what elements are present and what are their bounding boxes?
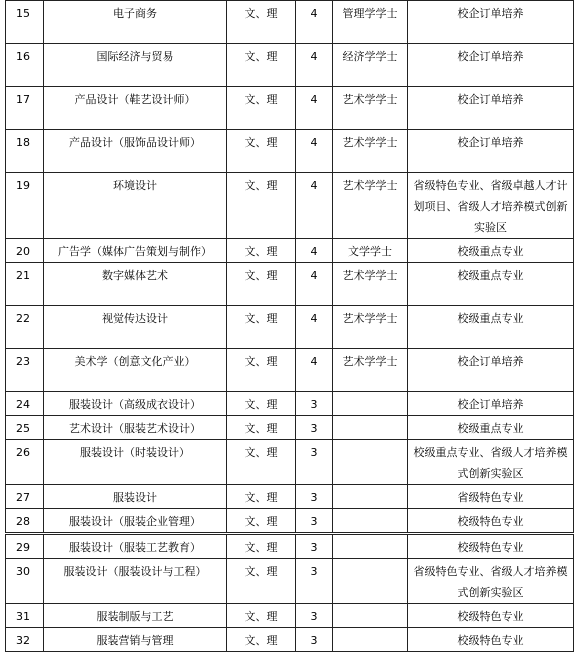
- subject-type-cell: 文、理: [227, 559, 296, 604]
- major-name-cell: 视觉传达设计: [44, 306, 227, 349]
- duration-years-cell: 4: [296, 239, 333, 263]
- row-number-cell: 16: [6, 44, 44, 87]
- major-name-cell: 环境设计: [44, 173, 227, 239]
- row-number-cell: 18: [6, 130, 44, 173]
- major-name-cell: 服装设计（服装工艺教育）: [44, 534, 227, 559]
- table-row: [6, 130, 574, 173]
- subject-type-cell: 文、理: [227, 130, 296, 173]
- row-number-cell: 30: [6, 559, 44, 604]
- degree-cell: [333, 416, 408, 440]
- degree-cell: [333, 509, 408, 534]
- degree-cell: [333, 440, 408, 485]
- row-number-cell: 19: [6, 173, 44, 239]
- duration-years-cell: 3: [296, 559, 333, 604]
- duration-years-cell: 3: [296, 534, 333, 559]
- subject-type-cell: 文、理: [227, 485, 296, 509]
- row-number-cell: 25: [6, 416, 44, 440]
- note-cell: 校企订单培养: [408, 44, 574, 87]
- duration-years-cell: 4: [296, 44, 333, 87]
- table-row: [6, 44, 574, 87]
- duration-years-cell: 4: [296, 349, 333, 392]
- table-row: [6, 628, 574, 652]
- major-name-cell: 服装设计（服装企业管理）: [44, 509, 227, 534]
- majors-table-body: [6, 1, 574, 652]
- note-cell: 校企订单培养: [408, 87, 574, 130]
- subject-type-cell: 文、理: [227, 173, 296, 239]
- duration-years-cell: 4: [296, 87, 333, 130]
- row-number-cell: 31: [6, 604, 44, 628]
- degree-cell: 艺术学学士: [333, 87, 408, 130]
- degree-cell: 艺术学学士: [333, 130, 408, 173]
- subject-type-cell: 文、理: [227, 628, 296, 652]
- table-row: [6, 263, 574, 306]
- duration-years-cell: 3: [296, 628, 333, 652]
- duration-years-cell: 3: [296, 604, 333, 628]
- table-row: [6, 534, 574, 559]
- subject-type-cell: 文、理: [227, 263, 296, 306]
- major-name-cell: 广告学（媒体广告策划与制作）: [44, 239, 227, 263]
- table-row: [6, 1, 574, 44]
- major-name-cell: 服装设计: [44, 485, 227, 509]
- duration-years-cell: 3: [296, 440, 333, 485]
- table-row: [6, 509, 574, 534]
- degree-cell: [333, 559, 408, 604]
- note-cell: 校企订单培养: [408, 130, 574, 173]
- note-cell: 校企订单培养: [408, 349, 574, 392]
- subject-type-cell: 文、理: [227, 534, 296, 559]
- note-cell: 校级重点专业: [408, 306, 574, 349]
- note-cell: 省级特色专业、省级卓越人才计划项目、省级人才培养模式创新实验区: [408, 173, 574, 239]
- subject-type-cell: 文、理: [227, 392, 296, 416]
- degree-cell: 艺术学学士: [333, 306, 408, 349]
- table-row: [6, 559, 574, 604]
- major-name-cell: 服装设计（服装设计与工程）: [44, 559, 227, 604]
- subject-type-cell: 文、理: [227, 239, 296, 263]
- duration-years-cell: 4: [296, 263, 333, 306]
- duration-years-cell: 3: [296, 392, 333, 416]
- duration-years-cell: 3: [296, 509, 333, 534]
- degree-cell: 经济学学士: [333, 44, 408, 87]
- major-name-cell: 服装设计（时装设计）: [44, 440, 227, 485]
- row-number-cell: 27: [6, 485, 44, 509]
- table-row: [6, 604, 574, 628]
- note-cell: 校企订单培养: [408, 392, 574, 416]
- table-row: [6, 306, 574, 349]
- note-cell: 校级特色专业: [408, 509, 574, 534]
- row-number-cell: 29: [6, 534, 44, 559]
- major-name-cell: 服装制版与工艺: [44, 604, 227, 628]
- table-row: [6, 239, 574, 263]
- subject-type-cell: 文、理: [227, 1, 296, 44]
- note-cell: 校级特色专业: [408, 534, 574, 559]
- major-name-cell: 数字媒体艺术: [44, 263, 227, 306]
- note-cell: 省级特色专业: [408, 485, 574, 509]
- table-row: [6, 349, 574, 392]
- row-number-cell: 20: [6, 239, 44, 263]
- duration-years-cell: 4: [296, 130, 333, 173]
- duration-years-cell: 4: [296, 173, 333, 239]
- subject-type-cell: 文、理: [227, 87, 296, 130]
- duration-years-cell: 3: [296, 485, 333, 509]
- note-cell: 校级特色专业: [408, 628, 574, 652]
- degree-cell: [333, 534, 408, 559]
- table-row: [6, 416, 574, 440]
- subject-type-cell: 文、理: [227, 44, 296, 87]
- note-cell: 校企订单培养: [408, 1, 574, 44]
- note-cell: 校级重点专业: [408, 239, 574, 263]
- subject-type-cell: 文、理: [227, 509, 296, 534]
- row-number-cell: 26: [6, 440, 44, 485]
- note-cell: 省级特色专业、省级人才培养模式创新实验区: [408, 559, 574, 604]
- degree-cell: [333, 485, 408, 509]
- major-name-cell: 服装营销与管理: [44, 628, 227, 652]
- subject-type-cell: 文、理: [227, 604, 296, 628]
- row-number-cell: 17: [6, 87, 44, 130]
- subject-type-cell: 文、理: [227, 349, 296, 392]
- table-row: [6, 440, 574, 485]
- row-number-cell: 24: [6, 392, 44, 416]
- duration-years-cell: 3: [296, 416, 333, 440]
- table-row: [6, 173, 574, 239]
- duration-years-cell: 4: [296, 1, 333, 44]
- row-number-cell: 28: [6, 509, 44, 534]
- degree-cell: [333, 392, 408, 416]
- subject-type-cell: 文、理: [227, 306, 296, 349]
- row-number-cell: 15: [6, 1, 44, 44]
- row-number-cell: 21: [6, 263, 44, 306]
- table-row: [6, 87, 574, 130]
- subject-type-cell: 文、理: [227, 440, 296, 485]
- table-row: [6, 392, 574, 416]
- row-number-cell: 23: [6, 349, 44, 392]
- major-name-cell: 产品设计（服饰品设计师）: [44, 130, 227, 173]
- major-name-cell: 国际经济与贸易: [44, 44, 227, 87]
- note-cell: 校级重点专业: [408, 416, 574, 440]
- major-name-cell: 服装设计（高级成衣设计）: [44, 392, 227, 416]
- majors-table: [5, 0, 574, 652]
- major-name-cell: 产品设计（鞋艺设计师）: [44, 87, 227, 130]
- degree-cell: 艺术学学士: [333, 263, 408, 306]
- degree-cell: [333, 604, 408, 628]
- degree-cell: [333, 628, 408, 652]
- major-name-cell: 美术学（创意文化产业）: [44, 349, 227, 392]
- note-cell: 校级特色专业: [408, 604, 574, 628]
- major-name-cell: 艺术设计（服装艺术设计）: [44, 416, 227, 440]
- row-number-cell: 32: [6, 628, 44, 652]
- degree-cell: 管理学学士: [333, 1, 408, 44]
- table-row: [6, 485, 574, 509]
- row-number-cell: 22: [6, 306, 44, 349]
- major-name-cell: 电子商务: [44, 1, 227, 44]
- degree-cell: 文学学士: [333, 239, 408, 263]
- subject-type-cell: 文、理: [227, 416, 296, 440]
- note-cell: 校级重点专业、省级人才培养模式创新实验区: [408, 440, 574, 485]
- duration-years-cell: 4: [296, 306, 333, 349]
- note-cell: 校级重点专业: [408, 263, 574, 306]
- degree-cell: 艺术学学士: [333, 349, 408, 392]
- degree-cell: 艺术学学士: [333, 173, 408, 239]
